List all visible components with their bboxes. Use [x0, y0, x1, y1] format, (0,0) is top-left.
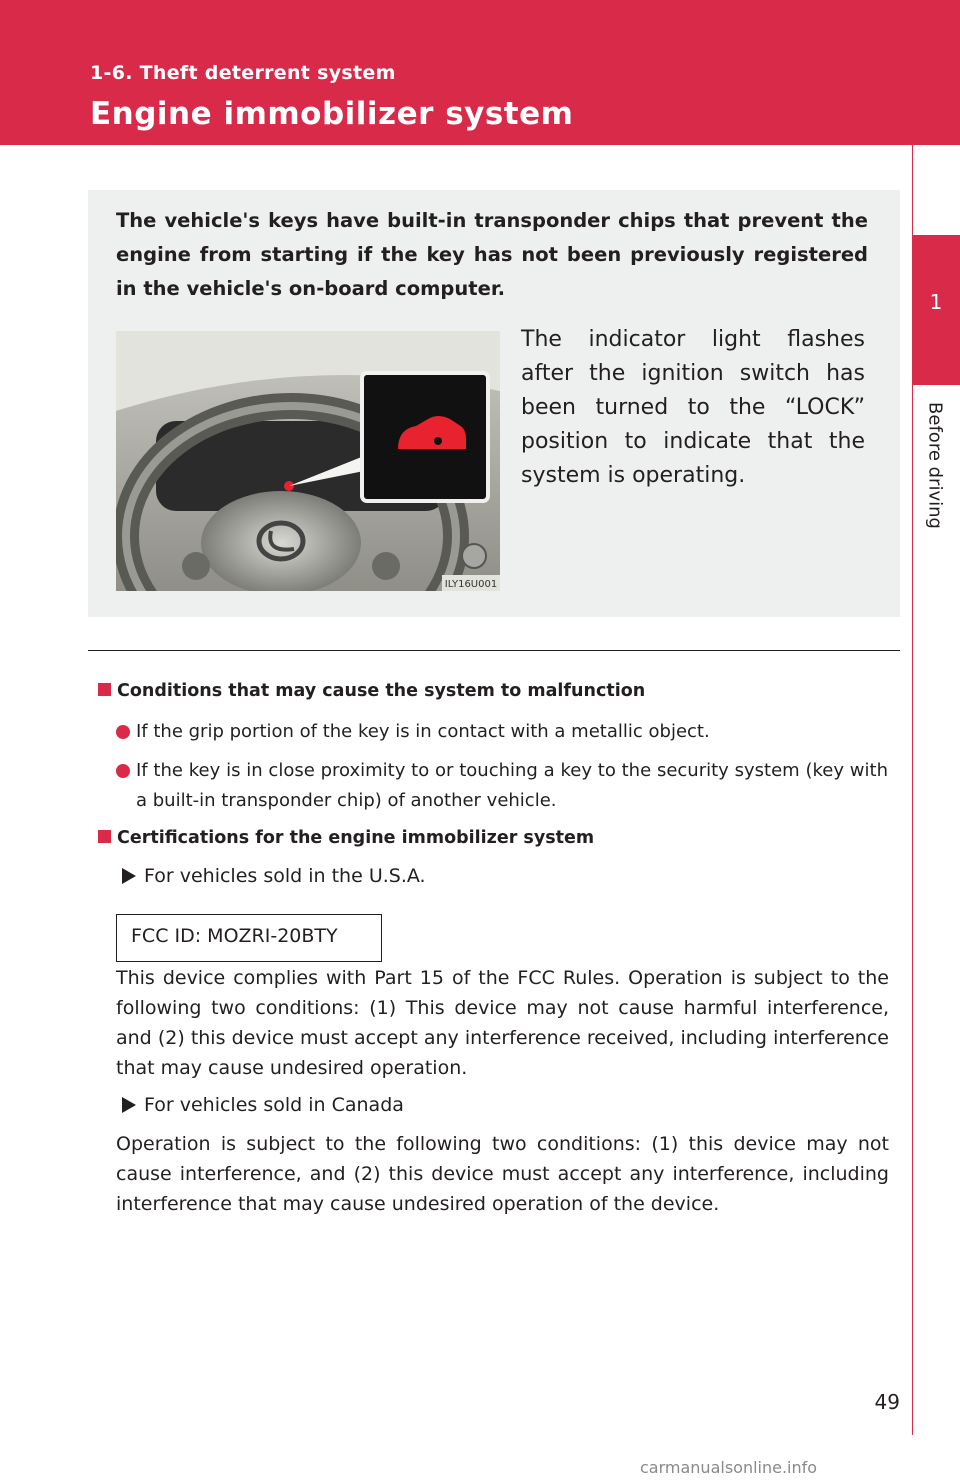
chapter-name: Before driving: [924, 402, 946, 529]
list-item: If the grip portion of the key is in contact with a metallic object.: [116, 717, 888, 747]
page-title: Engine immobilizer system: [90, 96, 574, 132]
heading-conditions: Conditions that may cause the system to malfunction: [98, 681, 645, 701]
figure-caption: The indicator light flashes after the ignition switch has been turned to the “LOCK” position to indicate that the system is operating.: [521, 327, 865, 488]
arrow-icon: [122, 1097, 136, 1113]
arrow-icon: [122, 868, 136, 884]
fcc-id-box: FCC ID: MOZRI-20BTY: [116, 914, 382, 962]
chapter-number: 1: [929, 290, 943, 314]
watermark: carmanualsonline.info: [640, 1458, 818, 1477]
intro-text: The vehicle's keys have built-in transponder chips that prevent the engine from starting if the key has not been previously registered in the vehicle's on-board computer.: [116, 209, 868, 300]
dashboard-illustration: [116, 331, 500, 591]
divider: [88, 650, 900, 651]
page-number: 49: [874, 1390, 900, 1414]
square-bullet-icon: [98, 830, 111, 843]
list-item: If the key is in close proximity to or touching a key to the security system (key with a built-in transponder chip) of another vehicle.: [116, 756, 888, 816]
canada-label: For vehicles sold in Canada: [122, 1094, 404, 1116]
figure-code: ILY16U001: [444, 579, 498, 590]
heading-certifications: Certifications for the engine immobilizer system: [98, 828, 594, 848]
bullet-icon: [116, 764, 130, 778]
usa-compliance-text: This device complies with Part 15 of the FCC Rules. Operation is subject to the following two conditions: (1) This device may not cause harmful interference, and (2) this device must accept any interference received, including interference that may cause undesired operation.: [116, 967, 889, 1079]
canada-compliance-text: Operation is subject to the following two conditions: (1) this device may not cause interference, and (2) this device must accept any interference, including interference that may cause undesired operation of the device.: [116, 1133, 889, 1215]
square-bullet-icon: [98, 683, 111, 696]
section-label: 1-6. Theft deterrent system: [90, 62, 396, 84]
bullet-icon: [116, 725, 130, 739]
usa-label: For vehicles sold in the U.S.A.: [122, 865, 426, 887]
